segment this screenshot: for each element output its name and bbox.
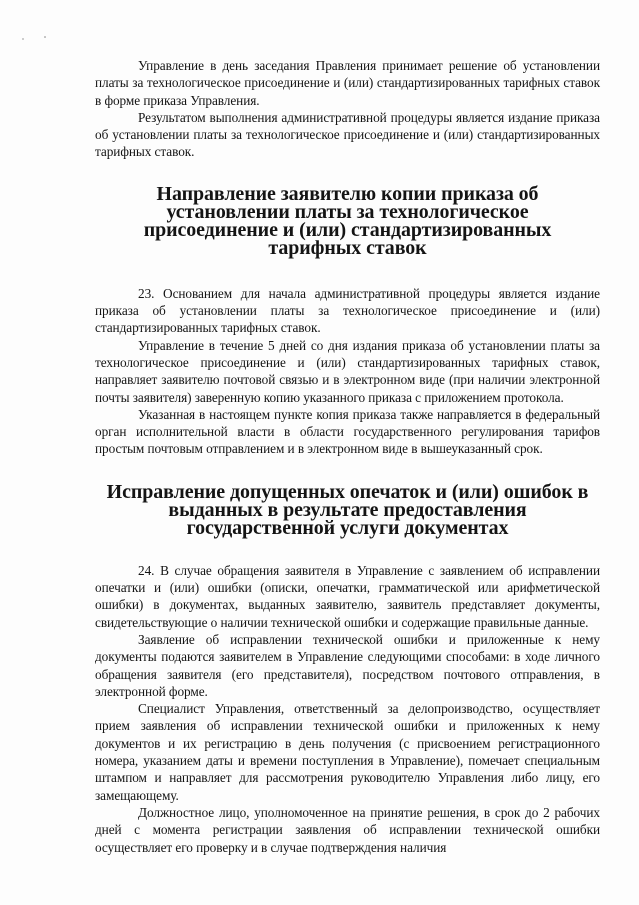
paragraph: 23. Основанием для начала административной процедуры является издание приказа об установлении платы за технологическое присоединение и (или) стандартизированных тарифных ставок. <box>95 285 600 336</box>
section-decision <box>95 57 600 161</box>
scan-speck <box>22 38 24 40</box>
paragraph: Должностное лицо, уполномоченное на принятие решения, в срок до 2 рабочих дней с момента регистрации заявления об исправлении технической ошибки осуществляет его проверку и в случае подтверждения наличия <box>95 804 600 855</box>
paragraph: Управление в день заседания Правления принимает решение об установлении платы за технологическое присоединение и (или) стандартизированных тарифных ставок в форме приказа Управления. <box>95 58 600 108</box>
section-error-correction <box>95 480 600 856</box>
paragraph: Управление в течение 5 дней со дня издания приказа об установлении платы за технологическое присоединение и (или) стандартизированных тарифных ставок, направляет заявителю почтовой связью и в электронном виде (при наличии электронной почты заявителя) заверенную копию указанного приказа с приложением протокола. <box>95 337 600 405</box>
scan-speck <box>44 36 46 38</box>
paragraph: Специалист Управления, ответственный за делопроизводство, осуществляет прием заявления об исправлении технической ошибки и приложенных к нему документов и их регистрацию в день получения (с присвоением регистрационного номера, указанием даты и времени поступления в Управление), помечает специальным штампом и направляет для рассмотрения руководителю Управления либо лицу, его замещающему. <box>95 701 600 803</box>
paragraph: 24. В случае обращения заявителя в Управление с заявлением об исправлении опечатки и (или) ошибки (описки, опечатки, грамматической или арифметической ошибки) в документах, выданных заявителю, заявитель представляет документы, свидетельствующие о наличии технической ошибки и содержащие правильные данные. <box>95 562 600 630</box>
paragraph: Результатом выполнения административной процедуры является издание приказа об установлении платы за технологическое присоединение и (или) стандартизированных тарифных ставок. <box>95 109 600 160</box>
paragraph: Заявление об исправлении технической ошибки и приложенные к нему документы подаются заявителем в Управление следующими способами: в ходе личного обращения заявителя (его представителя), посредством почтового отправления, в электронной форме. <box>95 631 600 699</box>
section-heading: Направление заявителю копии приказа об установлении платы за технологическое присоединение и (или) стандартизированных тарифных ставок <box>143 182 552 259</box>
section-send-copy <box>95 182 600 458</box>
document-body <box>95 57 600 856</box>
section-heading: Исправление допущенных опечаток и (или) ошибок в выданных в результате предоставления государственной услуги документах <box>106 480 589 539</box>
paragraph: Указанная в настоящем пункте копия приказа также направляется в федеральный орган исполнительной власти в области государственного регулирования тарифов простым почтовым отправлением и в электронном виде в вышеуказанный срок. <box>95 406 600 457</box>
